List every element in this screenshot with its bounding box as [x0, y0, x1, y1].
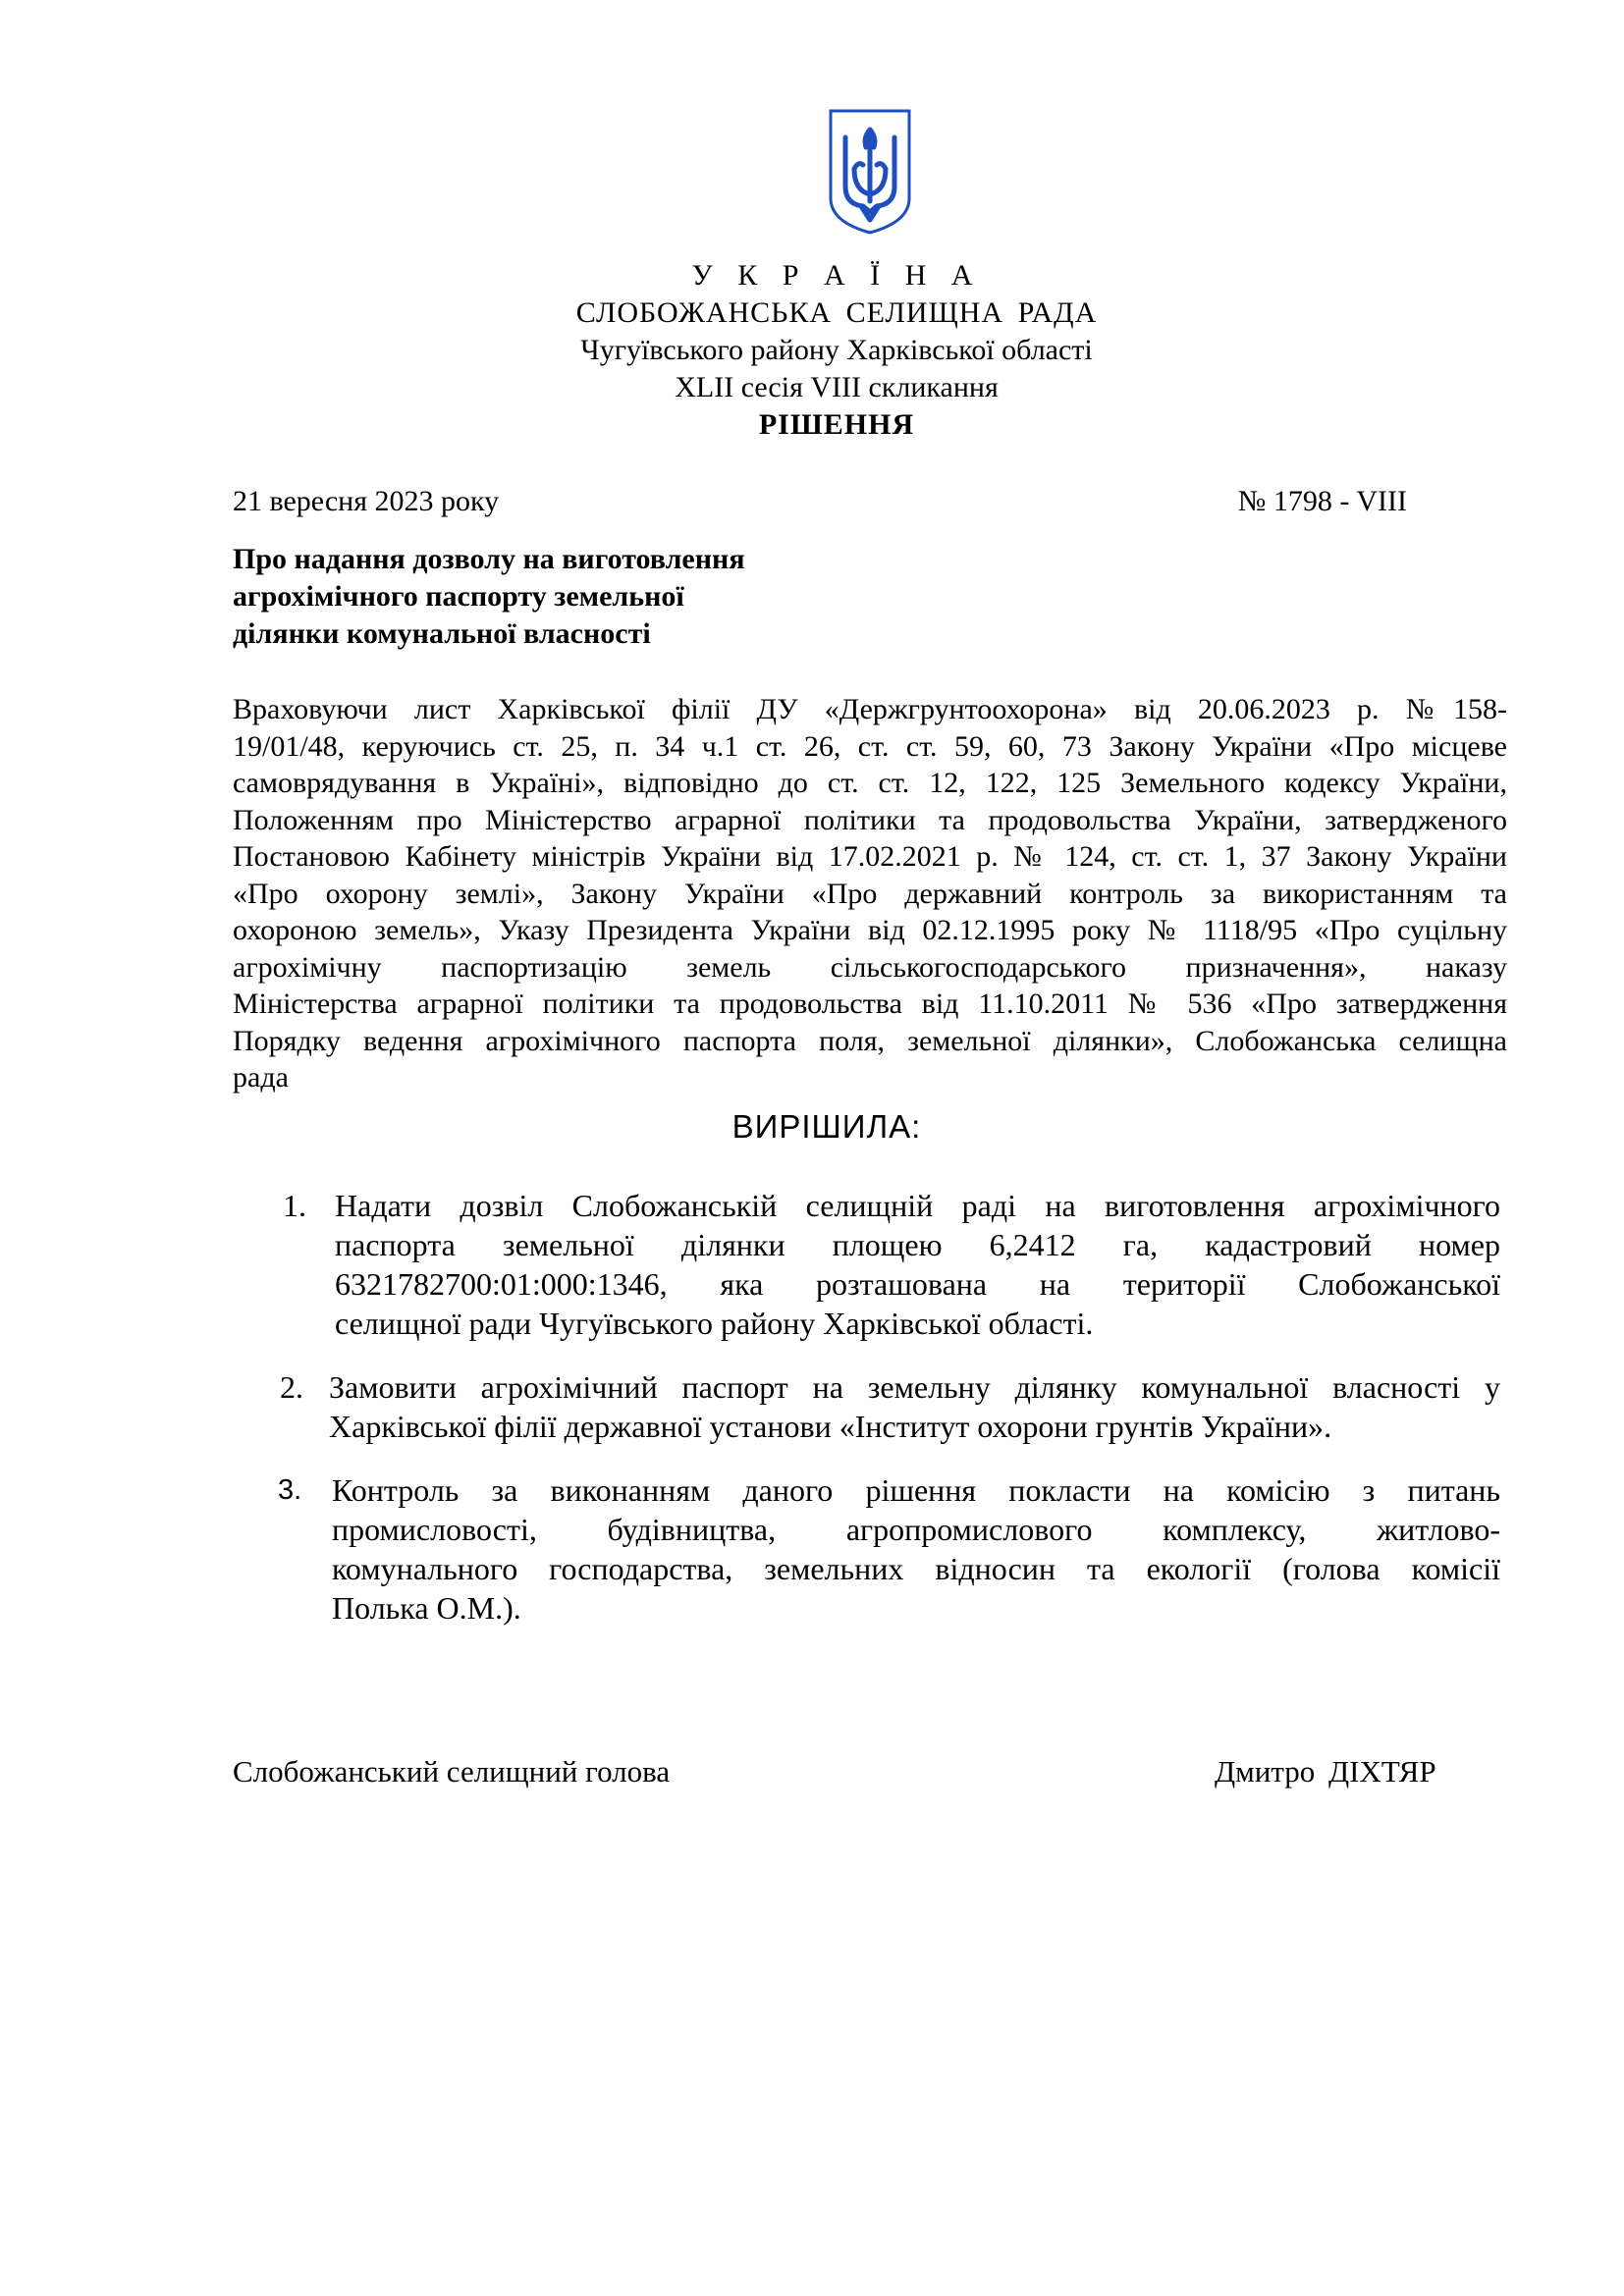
item-line: Харківської філії державної установи «Інститут охорони грунтів України».: [329, 1409, 1332, 1444]
item-line: паспорта земельної ділянки площею 6,2412 га, кадастровий номер: [335, 1227, 1500, 1262]
item-line: Контроль за виконанням даного рішення покласти на комісію з питань: [332, 1472, 1500, 1508]
item-number: 1.: [283, 1188, 306, 1223]
preamble-line: Положенням про Міністерство аграрної політики та продовольства України, затвердженого: [233, 803, 1507, 836]
preamble-line: Враховуючи лист Харківської філії ДУ «Держгрунтоохорона» від 20.06.2023 р. №158-: [233, 693, 1507, 725]
decision-number: № 1798 - VIII: [1237, 485, 1407, 517]
preamble-line: Міністерства аграрної політики та продовольства від 11.10.2011 № 536 «Про затвердження: [233, 988, 1507, 1020]
preamble-line: самоврядування в Україні», відповідно до ст. ст. 12, 122, 125 Земельного кодексу України,: [233, 767, 1507, 799]
preamble-line: охороною земель», Указу Президента України від 02.12.1995 року № 1118/95 «Про суцільну: [233, 914, 1507, 946]
item-line: селищної ради Чугуївського району Харківської області.: [335, 1306, 1094, 1341]
decision-subject: [233, 541, 920, 653]
item-line: комунального господарства, земельних відносин та екології (голова комісії: [332, 1551, 1500, 1586]
item-text: [329, 1367, 1500, 1446]
item-text: [332, 1470, 1500, 1628]
preamble-line: агрохімічну паспортизацію земель сільськогосподарського призначення», наказу: [233, 950, 1507, 984]
preamble-paragraph: [233, 691, 1507, 1096]
district-name: Чугуївського району Харківської області: [580, 334, 1093, 366]
item-line: Надати дозвіл Слобожанській селищній раді на виготовлення агрохімічного: [335, 1188, 1500, 1223]
preamble-line: Порядку ведення агрохімічного паспорта поля, земельної ділянки», Слобожанська селищна: [233, 1024, 1507, 1057]
item-number: 2.: [280, 1369, 303, 1405]
council-name: СЛОБОЖАНСЬКА СЕЛИЩНА РАДА: [575, 296, 1098, 329]
item-line: Замовити агрохімічний паспорт на земельну ділянку комунальної власності у: [329, 1369, 1500, 1405]
preamble-line: Постановою Кабінету міністрів України від 17.02.2021 р. № 124, ст. ст. 1, 37 Закону України: [233, 840, 1507, 873]
coat-of-arms-trident-icon: [828, 108, 912, 236]
item-line: 6321782700:01:000:1346, яка розташована на території Слобожанської: [335, 1266, 1500, 1302]
subject-line: ділянки комунальної власності: [233, 617, 651, 650]
resolved-heading: ВИРІШИЛА:: [731, 1108, 922, 1145]
subject-line: Про надання дозволу на виготовлення: [233, 543, 745, 575]
preamble-line: «Про охорону землі», Закону України «Про державний контроль за використанням та: [233, 877, 1507, 910]
item-number: 3.: [278, 1474, 302, 1506]
country-title: У К Р А Ї Н А: [691, 259, 982, 292]
signatory-name: Дмитро ДІХТЯР: [1215, 1754, 1436, 1789]
decision-title: РІШЕННЯ: [758, 408, 915, 441]
item-text: [335, 1186, 1500, 1343]
item-line: промисловості, будівництва, агропромислового комплексу, житлово-: [332, 1512, 1500, 1547]
item-line: Полька О.М.).: [332, 1590, 521, 1626]
preamble-line: 19/01/48, керуючись ст. 25, п. 34 ч.1 ст. 26, ст. ст. 59, 60, 73 Закону України «Про місцеве: [233, 729, 1507, 763]
subject-line: агрохімічного паспорту земельної: [233, 580, 684, 613]
decision-date: 21 вересня 2023 року: [233, 485, 500, 517]
signatory-position: Слобожанський селищний голова: [233, 1754, 671, 1789]
session-info: XLII сесія VIII скликання: [675, 371, 999, 403]
preamble-line: рада: [233, 1061, 289, 1094]
